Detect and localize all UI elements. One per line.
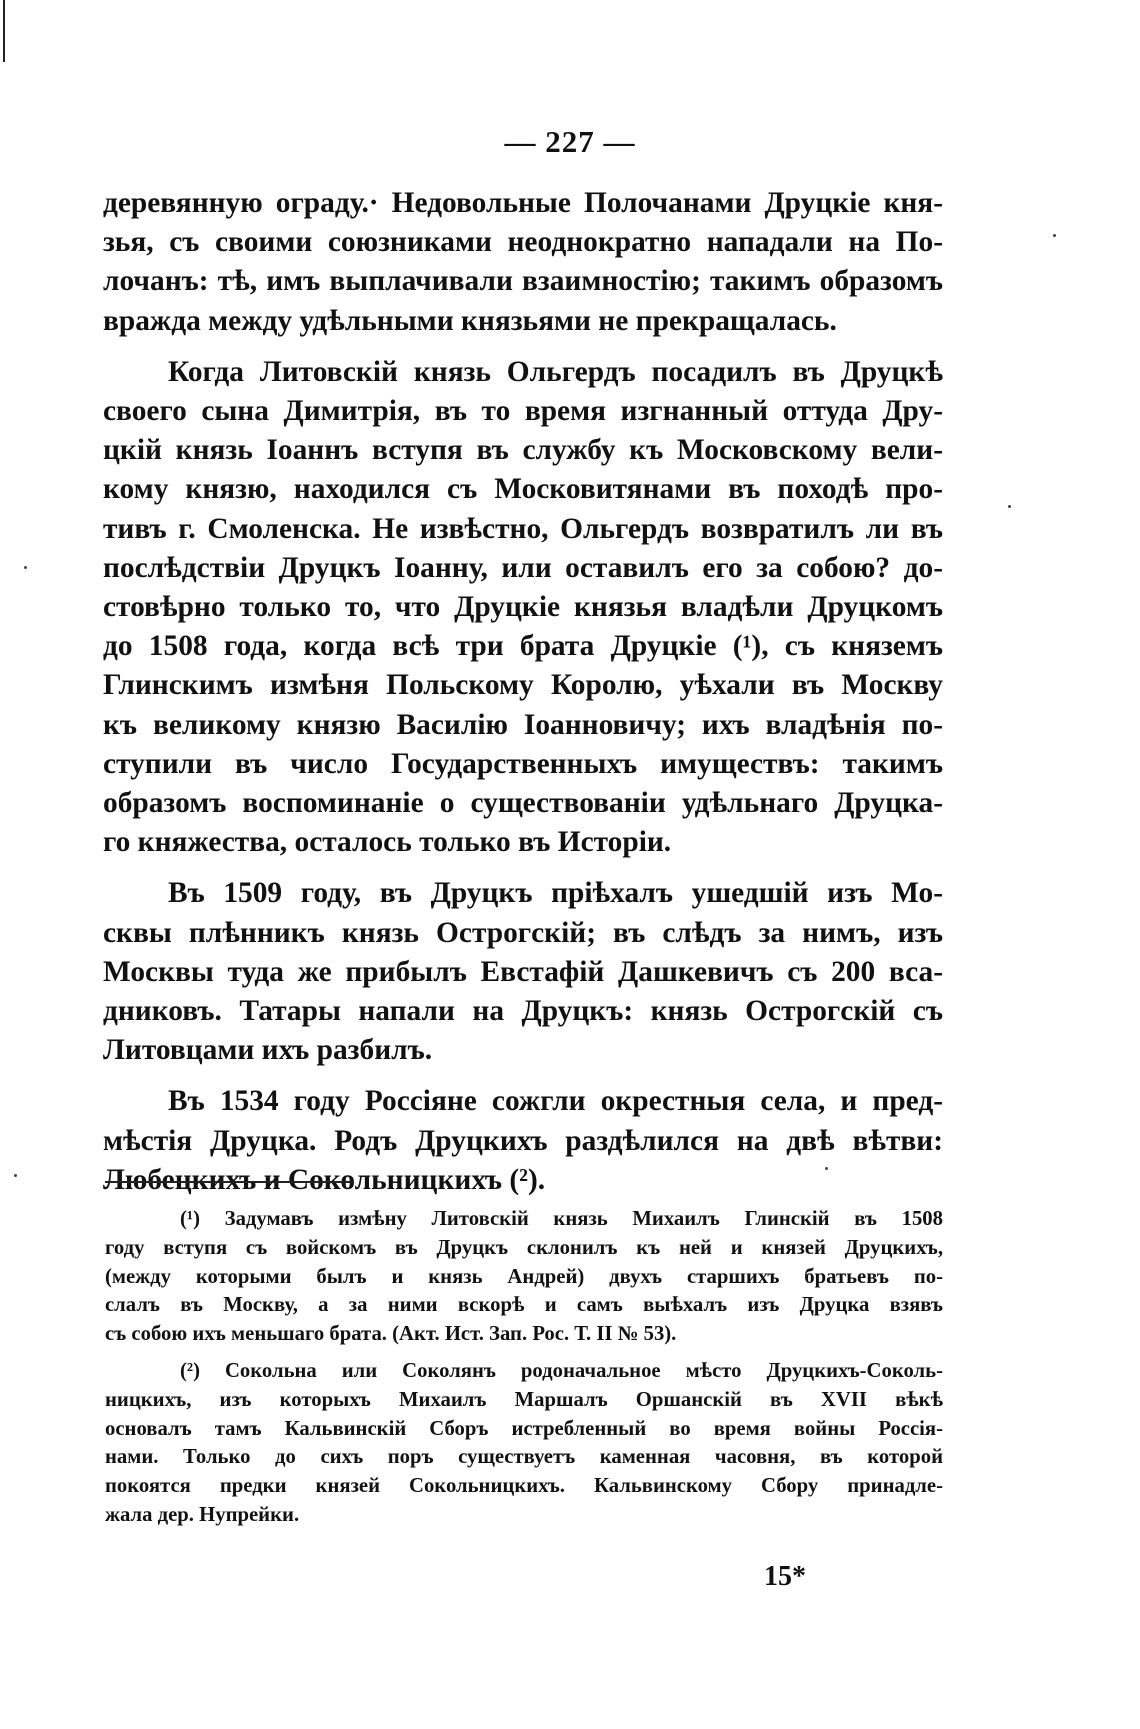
footnotes [105, 1205, 943, 1530]
text-line: кому князю, находился съ Московитянами въ походѣ про- [103, 473, 943, 506]
scan-speck [1053, 234, 1056, 237]
text-line: послѣдствіи Друцкъ Іоанну, или оставилъ его за собою? до- [103, 551, 943, 584]
text-line: Въ 1534 году Россіяне сожгли окрестныя села, и пред- [168, 1085, 943, 1118]
page-number: — 227 — [504, 124, 636, 159]
footnote-line: ницкихъ, изъ которыхъ Михаилъ Маршалъ Оршанскій въ XVII вѣкѣ [105, 1388, 943, 1411]
scan-speck [1008, 505, 1011, 508]
footnote [105, 1357, 943, 1530]
text-line: дниковъ. Татары напали на Друцкъ: князь Острогскій съ [103, 995, 943, 1028]
text-line: ступили въ число Государственныхъ имуществъ: такимъ [103, 747, 943, 780]
footnote-line: нами. Только до сихъ поръ существуетъ каменная часовня, въ которой [105, 1446, 943, 1469]
footnote-line: (²) Сокольна или Соколянъ родоначальное мѣсто Друцкихъ-Соколь- [180, 1359, 943, 1382]
text-line: лочанъ: тѣ, имъ выплачивали взаимностію; такимъ образомъ [103, 265, 943, 298]
scan-speck [825, 1167, 828, 1170]
text-line: вражда между удѣльными князьями не прекращалась. [103, 304, 837, 337]
scan-speck [14, 1174, 17, 1177]
footnote-line: покоятся предки князей Сокольницкихъ. Кальвинскому Сбору принадле- [105, 1475, 943, 1498]
text-line: Когда Литовскій князь Ольгердъ посадилъ въ Друцкѣ [168, 355, 943, 388]
main-text [103, 184, 943, 1200]
text-line: го княжества, осталось только въ Исторіи. [103, 826, 672, 859]
text-line: мѣстія Друцка. Родъ Друцкихъ раздѣлился на двѣ вѣтви: [103, 1124, 943, 1157]
text-line: стовѣрно только то, что Друцкіе князья владѣли Друцкомъ [103, 591, 943, 624]
paragraph [103, 353, 943, 863]
signature-mark: 15* [764, 1561, 806, 1592]
footnote-line: съ собою ихъ меньшаго брата. (Акт. Ист. Зап. Рос. Т. II № 53). [105, 1323, 677, 1346]
text-line: къ великому князю Василію Іоанновичу; ихъ владѣнія по- [103, 708, 943, 741]
text-line: сквы плѣнникъ князь Острогскій; въ слѣдъ за нимъ, изъ [103, 916, 943, 949]
text-line: зья, съ своими союзниками неоднократно нападали на По- [103, 226, 943, 259]
footnote-line: году вступя съ войскомъ въ Друцкъ склонилъ къ ней и князей Друцкихъ, [105, 1236, 943, 1259]
footnote [105, 1205, 943, 1349]
text-line: Глинскимъ измѣня Польскому Королю, уѣхали въ Москву [103, 669, 943, 702]
text-line: деревянную ограду.· Недовольные Полочанами Друцкіе кня- [103, 187, 943, 219]
text-line: Любецкихъ и Сокольницкихъ (²). [103, 1163, 546, 1196]
text-line: Москвы туда же прибылъ Евстафій Дашкевичъ съ 200 вса- [103, 955, 943, 988]
text-line: до 1508 года, когда всѣ три брата Друцкіе (¹), съ княземъ [103, 630, 943, 663]
paragraph [103, 874, 943, 1070]
text-line: цкій князь Іоаннъ вступя въ службу къ Московскому вели- [103, 434, 943, 467]
footnote-divider [105, 1181, 353, 1183]
footnote-line: основалъ тамъ Кальвинскій Сборъ истребленный во время войны Россія- [105, 1417, 943, 1440]
paragraph [103, 184, 943, 341]
scan-edge-line [3, 0, 5, 62]
footnote-line: (¹) Задумавъ измѣну Литовскій князь Михаилъ Глинскій въ 1508 [180, 1208, 943, 1230]
text-line: тивъ г. Смоленска. Не извѣстно, Ольгердъ возвратилъ ли въ [103, 512, 943, 545]
footnote-line: слалъ въ Москву, а за ними вскорѣ и самъ выѣхалъ изъ Друцка взявъ [105, 1294, 943, 1317]
scan-speck [24, 566, 27, 569]
text-line: своего сына Димитрія, въ то время изгнанный оттуда Дру- [103, 395, 943, 428]
text-line: Въ 1509 году, въ Друцкъ пріѣхалъ ушедшій изъ Мо- [168, 877, 943, 910]
text-line: образомъ воспоминаніе о существованіи удѣльнаго Друцка- [103, 787, 943, 820]
footnote-line: жала дер. Нупрейки. [105, 1503, 300, 1526]
footnote-line: (между которыми былъ и князь Андрей) двухъ старшихъ братьевъ по- [105, 1265, 943, 1288]
text-line: Литовцами ихъ разбилъ. [103, 1034, 433, 1067]
